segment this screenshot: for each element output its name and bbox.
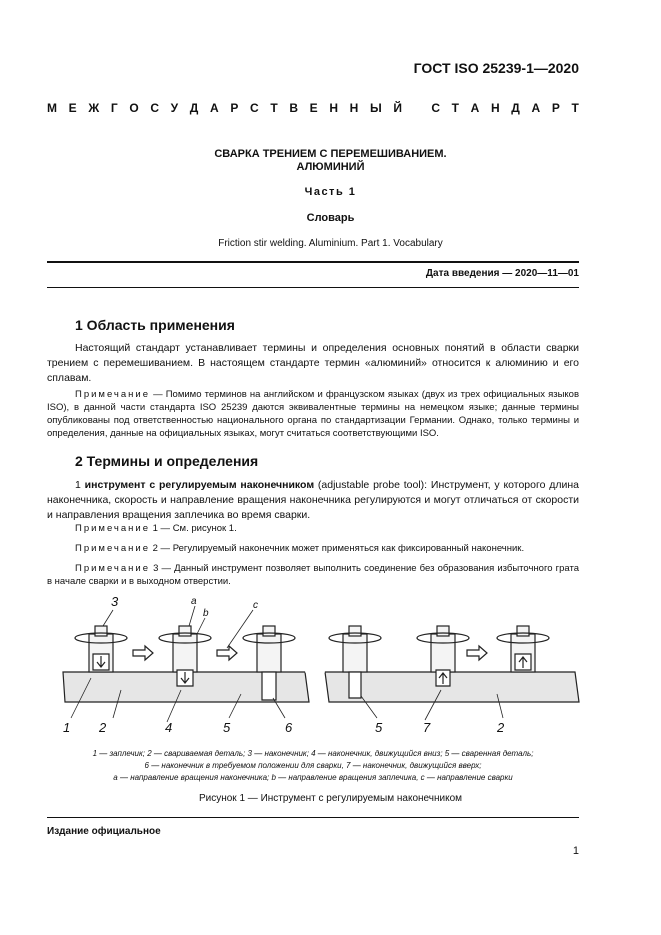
label-b: b <box>203 608 209 619</box>
standard-type-letter: У <box>170 101 179 115</box>
title-line-1: СВАРКА ТРЕНИЕМ С ПЕРЕМЕШИВАНИЕМ. <box>214 148 447 160</box>
standard-type-letter: Т <box>571 101 579 115</box>
section-1-paragraph: Настоящий стандарт устанавливает термины и определения основных понятий в области сварки трением с перемешиванием. В настоящем стандарте термин «алюминий» относится к алюминию и его сплавам. <box>47 342 579 384</box>
standard-type-letter: Ы <box>369 101 382 115</box>
standard-type-letter: Ж <box>88 101 100 115</box>
label-1: 1 <box>63 720 71 735</box>
footer-rule <box>47 817 579 818</box>
standard-type-letter: А <box>209 101 219 115</box>
note-label: Примечание <box>75 389 150 400</box>
title-line-2: АЛЮМИНИЙ <box>296 161 365 173</box>
top-rule <box>47 261 579 263</box>
label-5: 5 <box>223 720 231 735</box>
note-label: Примечание <box>75 563 150 574</box>
term-note-1 <box>47 522 579 535</box>
standard-type-letter: Й <box>393 101 402 115</box>
legend-line-1: 1 — заплечик; 2 — свариваемая деталь; 3 — наконечник; 4 — наконечник, движущийся вниз; 5 — сваренная деталь; <box>92 749 534 758</box>
note-text: 2 — Регулируемый наконечник может применяться как фиксированный наконечник. <box>150 543 525 554</box>
document-title <box>0 148 661 174</box>
section-2-heading: 2 Термины и определения <box>75 453 259 469</box>
standard-type-letter: С <box>150 101 159 115</box>
label-5b: 5 <box>375 720 383 735</box>
standard-type-letter <box>414 101 420 115</box>
standard-type-letter: Т <box>270 101 278 115</box>
workpiece-right <box>325 672 579 702</box>
standard-type-letter: М <box>47 101 57 115</box>
figure-1-diagram <box>47 590 587 740</box>
term-text: (adjustable probe tool): Инструмент, у которого длина наконечника, скорость и направление вращения наконечника регулируются и могут отличаться от скорости и направления вращения заплечика во время сварки. <box>47 479 579 521</box>
page-number: 1 <box>572 845 579 857</box>
tool-1 <box>75 626 127 672</box>
standard-type-letter: Е <box>68 101 77 115</box>
standard-type-letter: Д <box>511 101 520 115</box>
subtitle: Словарь <box>306 212 355 224</box>
label-2b: 2 <box>497 720 505 735</box>
standard-type-letter: Т <box>451 101 459 115</box>
term-number: 1 <box>75 479 85 491</box>
standard-type-letter: Р <box>551 101 560 115</box>
label-2: 2 <box>99 720 107 735</box>
label-4: 4 <box>165 720 173 735</box>
term-1-definition <box>47 478 579 523</box>
intro-date: Дата введения — 2020—11—01 <box>425 268 579 279</box>
note-text: — Помимо терминов на английском и французском языках (двух из трех официальных языков ISO), в данной части стандарта ISO 25239 даются эквивалентные термины на немецком языке; данные термины опубликованы под ответственностью национального органа по стандартизации Германии. Однако, только термины и определения, данные на официальных языках, могут считаться соответствующими ISO. <box>47 389 579 439</box>
label-6: 6 <box>285 720 293 735</box>
standard-type <box>47 101 579 115</box>
term-note-2 <box>47 542 579 555</box>
standard-type-letter: Г <box>110 101 118 115</box>
section-1-heading: 1 Область применения <box>75 317 235 333</box>
standard-type-letter: С <box>431 101 440 115</box>
gost-number: ГОСТ ISO 25239-1—2020 <box>413 60 579 76</box>
standard-type-letter: Н <box>349 101 359 115</box>
figure-legend <box>47 748 579 784</box>
standard-type-letter: Р <box>230 101 239 115</box>
note-text: 1 — См. рисунок 1. <box>150 523 237 534</box>
english-title: Friction stir welding. Aluminium. Part 1. Vocabulary <box>218 238 443 249</box>
part-label: Часть 1 <box>304 186 357 198</box>
tool-6 <box>497 626 549 672</box>
label-c: c <box>253 600 258 611</box>
standard-type-letter: А <box>470 101 480 115</box>
standard-type-letter: Е <box>309 101 318 115</box>
standard-type-letter: Д <box>189 101 199 115</box>
standard-type-letter: С <box>249 101 259 115</box>
label-3: 3 <box>111 594 119 609</box>
standard-type-letter: Н <box>490 101 500 115</box>
standard-type-letter: А <box>531 101 541 115</box>
figure-caption: Рисунок 1 — Инструмент с регулируемым наконечником <box>198 793 463 804</box>
standard-type-letter: Н <box>329 101 338 115</box>
term-note-3 <box>47 562 579 588</box>
standard-type-letter: О <box>129 101 139 115</box>
legend-line-3: a — направление вращения наконечника; b — направление вращения заплечика, c — направление сварки <box>113 773 513 782</box>
section-1-note <box>47 388 579 440</box>
label-7: 7 <box>423 720 431 735</box>
note-label: Примечание <box>75 543 150 554</box>
note-label: Примечание <box>75 523 150 534</box>
term-name: инструмент с регулируемым наконечником <box>84 479 315 491</box>
note-text: 3 — Данный инструмент позволяет выполнить соединение без образования избыточного грата в начале сварки и в выходном отверстии. <box>47 563 579 587</box>
date-rule <box>47 287 579 288</box>
standard-type-letter: В <box>289 101 298 115</box>
label-a: a <box>191 596 197 607</box>
legend-line-2: 6 — наконечник в требуемом положении для сварки, 7 — наконечник, движущийся вверх; <box>144 761 482 770</box>
edition-label: Издание официальное <box>47 826 161 837</box>
